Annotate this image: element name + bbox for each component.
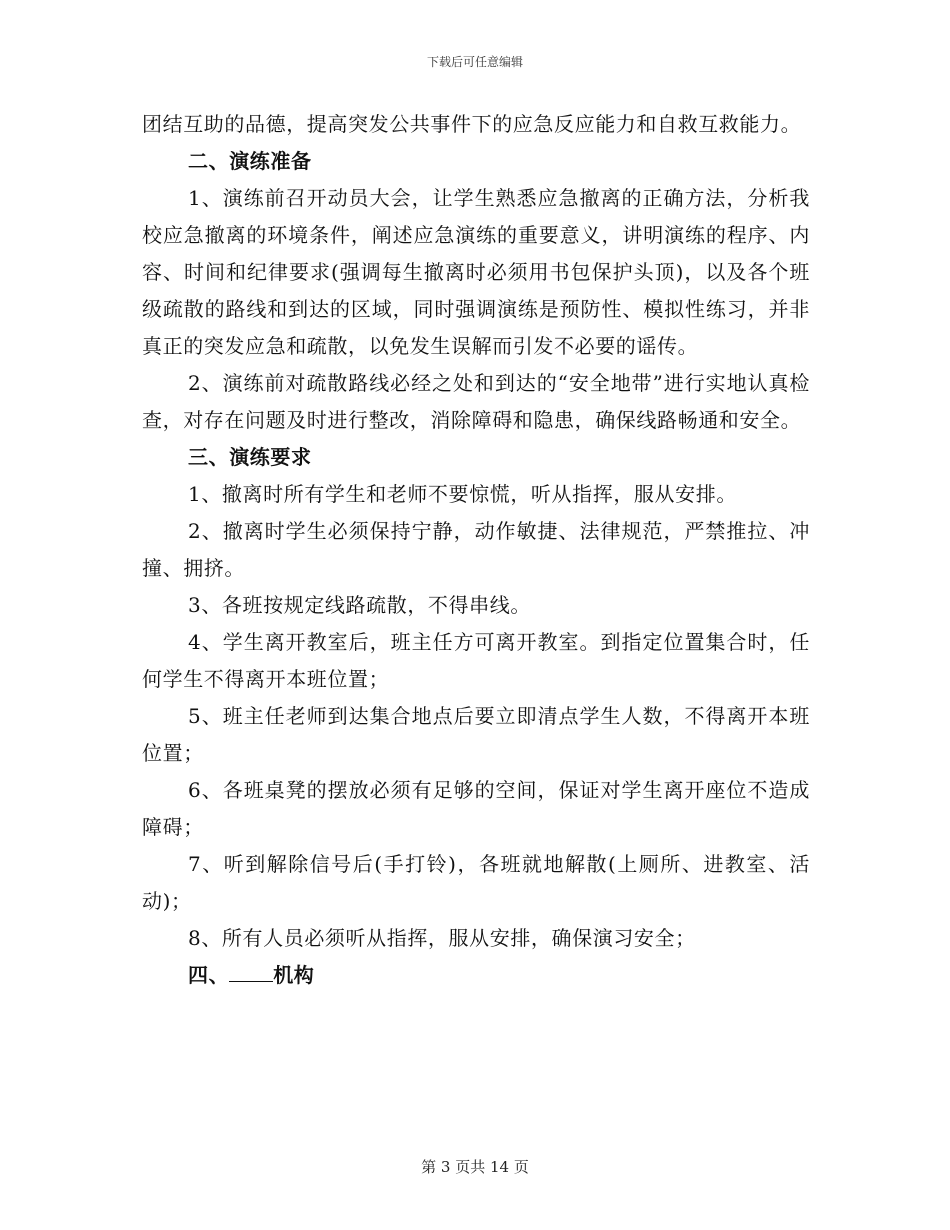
requirement-item-2: 2、撤离时学生必须保持宁静，动作敏捷、法律规范，严禁推拉、冲撞、拥挤。 [142, 519, 810, 580]
document-body [142, 106, 810, 994]
requirement-item-5: 5、班主任老师到达集合地点后要立即清点学生人数，不得离开本班位置； [142, 704, 810, 765]
paragraph-continuation: 团结互助的品德，提高突发公共事件下的应急反应能力和自救互救能力。 [142, 112, 802, 136]
fill-in-blank [229, 963, 273, 982]
requirement-item-7: 7、听到解除信号后(手打铃)，各班就地解散(上厕所、进教室、活动)； [142, 852, 810, 913]
page-header-note: 下载后可任意编辑 [426, 55, 523, 69]
preparation-item-1: 1、演练前召开动员大会，让学生熟悉应急撤离的正确方法，分析我校应急撤离的环境条件，阐述应急演练的重要意义，讲明演练的程序、内容、时间和纪律要求(强调每生撤离时必须用书包保护头顶)，以及各个班级疏散的路线和到达的区域，同时强调演练是预防性、模拟性练习，并非真正的突发应急和疏散，以免发生误解而引发不必要的谣传。 [142, 186, 810, 358]
heading-suffix: 机构 [273, 963, 315, 987]
section-heading-preparation: 二、演练准备 [188, 149, 312, 173]
requirement-item-8: 8、所有人员必须听从指挥，服从安排，确保演习安全； [188, 926, 696, 950]
section-heading-organization [142, 957, 810, 994]
section-heading-requirements: 三、演练要求 [188, 445, 312, 469]
page-number-footer: 第 3 页共 14 页 [421, 1158, 529, 1176]
requirement-item-3: 3、各班按规定线路疏散，不得串线。 [188, 593, 531, 617]
heading-prefix: 四、 [188, 963, 230, 987]
requirement-item-6: 6、各班桌凳的摆放必须有足够的空间，保证对学生离开座位不造成障碍； [142, 778, 810, 839]
requirement-item-4: 4、学生离开教室后，班主任方可离开教室。到指定位置集合时，任何学生不得离开本班位置； [142, 630, 810, 691]
requirement-item-1: 1、撤离时所有学生和老师不要惊慌，听从指挥，服从安排。 [188, 482, 737, 506]
preparation-item-2: 2、演练前对疏散路线必经之处和到达的“安全地带”进行实地认真检查，对存在问题及时进行整改，消除障碍和隐患，确保线路畅通和安全。 [142, 371, 810, 432]
